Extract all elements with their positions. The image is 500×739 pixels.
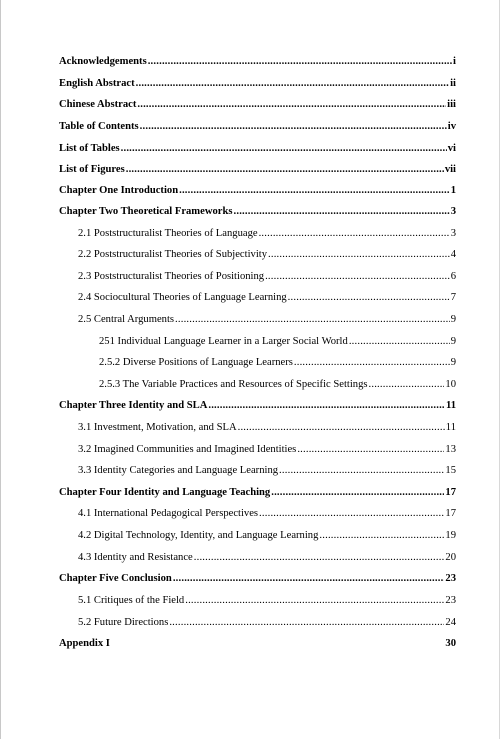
dot-leader — [271, 486, 444, 500]
toc-entry-title: 2.3 Poststructuralist Theories of Positioning — [78, 271, 265, 282]
toc-entry-2-3[interactable] — [78, 270, 456, 284]
dot-leader — [294, 356, 450, 370]
dot-leader — [238, 421, 445, 435]
toc-entry-page: 9 — [450, 357, 456, 368]
toc-entry-page: 17 — [445, 508, 456, 519]
toc-entry-page: 11 — [445, 400, 456, 411]
toc-entry-list-of-figures[interactable] — [59, 163, 456, 177]
toc-entry-5-1[interactable] — [78, 594, 456, 608]
toc-entry-title: Chinese Abstract — [59, 99, 137, 110]
dot-leader — [194, 551, 445, 565]
toc-entry-page: i — [453, 56, 456, 67]
toc-entry-page: iii — [447, 99, 456, 110]
toc-entry-title: 2.5.3 The Variable Practices and Resources of Specific Settings — [99, 379, 368, 390]
toc-entry-2-2[interactable] — [78, 248, 456, 262]
toc-entry-title: 2.2 Poststructuralist Theories of Subjectivity — [78, 249, 268, 260]
toc-entry-title: Chapter One Introduction — [59, 185, 179, 196]
dot-leader — [140, 120, 447, 134]
toc-entry-title: 2.1 Poststructuralist Theories of Language — [78, 228, 258, 239]
toc-entry-2-1[interactable] — [78, 227, 456, 241]
toc-entry-5-2[interactable] — [78, 616, 456, 630]
toc-entry-page: 3 — [450, 206, 456, 217]
toc-entry-3-1[interactable] — [78, 421, 456, 435]
toc-entry-2-5-2[interactable] — [99, 356, 456, 370]
dot-leader — [297, 443, 444, 457]
toc-entry-title: List of Figures — [59, 164, 125, 175]
toc-entry-title: 5.2 Future Directions — [78, 617, 169, 628]
toc-entry-title: 5.1 Critiques of the Field — [78, 595, 185, 606]
toc-entry-list-of-tables[interactable] — [59, 142, 456, 156]
dot-leader — [234, 205, 450, 219]
toc-entry-4-1[interactable] — [78, 507, 456, 521]
toc-entry-title: Chapter Three Identity and SLA — [59, 400, 208, 411]
dot-leader — [268, 248, 450, 262]
dot-leader — [259, 227, 450, 241]
toc-entry-page: vi — [447, 143, 456, 154]
toc-entry-title: 3.1 Investment, Motivation, and SLA — [78, 422, 237, 433]
dot-leader — [169, 616, 444, 630]
toc-entry-chinese-abstract[interactable] — [59, 98, 456, 112]
toc-entry-title: 2.5.2 Diverse Positions of Language Learners — [99, 357, 293, 368]
dot-leader — [185, 594, 444, 608]
toc-entry-title: List of Tables — [59, 143, 120, 154]
toc-entry-title: Acknowledgements — [59, 56, 147, 67]
toc-entry-3-3[interactable] — [78, 464, 456, 478]
dot-leader — [121, 142, 447, 156]
toc-entry-page: 11 — [445, 422, 456, 433]
toc-entry-title: Table of Contents — [59, 121, 139, 132]
toc-entry-2-5[interactable] — [78, 313, 456, 327]
dot-leader — [137, 98, 446, 112]
toc-entry-title: Appendix I — [59, 638, 110, 649]
toc-entry-title: Chapter Five Conclusion — [59, 573, 172, 584]
toc-entry-page: 9 — [450, 336, 456, 347]
toc-entry-page: 6 — [450, 271, 456, 282]
toc-entry-english-abstract[interactable] — [59, 77, 456, 91]
dot-leader — [208, 399, 445, 413]
toc-entry-chapter-one[interactable] — [59, 184, 456, 198]
toc-entry-chapter-two[interactable] — [59, 205, 456, 219]
toc-entry-title: 2.5 Central Arguments — [78, 314, 175, 325]
dot-leader — [288, 291, 450, 305]
toc-entry-page: 3 — [450, 228, 456, 239]
toc-entry-page: iv — [447, 121, 456, 132]
toc-entry-page: 1 — [450, 185, 456, 196]
toc-entry-page: vii — [444, 164, 456, 175]
toc-entry-page: 17 — [445, 487, 456, 498]
toc-entry-2-4[interactable] — [78, 291, 456, 305]
toc-entry-chapter-five[interactable] — [59, 572, 456, 586]
toc-entry-appendix-i[interactable] — [59, 637, 456, 651]
toc-entry-title: English Abstract — [59, 78, 135, 89]
dot-leader — [179, 184, 450, 198]
toc-entry-chapter-three[interactable] — [59, 399, 456, 413]
toc-entry-title: Chapter Four Identity and Language Teaching — [59, 487, 271, 498]
dot-leader — [349, 335, 450, 349]
toc-entry-title: 4.2 Digital Technology, Identity, and Language Learning — [78, 530, 319, 541]
toc-entry-2-5-3[interactable] — [99, 378, 456, 392]
toc-entry-page: 4 — [450, 249, 456, 260]
toc-entry-3-2[interactable] — [78, 443, 456, 457]
toc-entry-page: 9 — [450, 314, 456, 325]
toc-entry-page: 30 — [445, 638, 456, 649]
dot-leader — [259, 507, 444, 521]
toc-entry-page: 13 — [445, 444, 456, 455]
dot-leader — [369, 378, 445, 392]
toc-entry-table-of-contents[interactable] — [59, 120, 456, 134]
toc-entry-page: 7 — [450, 292, 456, 303]
toc-entry-page: 24 — [445, 617, 456, 628]
toc-entry-page: 19 — [445, 530, 456, 541]
toc-entry-4-3[interactable] — [78, 551, 456, 565]
toc-entry-title: 4.1 International Pedagogical Perspectives — [78, 508, 259, 519]
toc-entry-page: 23 — [445, 595, 456, 606]
dot-leader — [126, 163, 444, 177]
toc-entry-title: 4.3 Identity and Resistance — [78, 552, 193, 563]
toc-entry-title: 251 Individual Language Learner in a Larger Social World — [99, 336, 348, 347]
toc-entry-chapter-four[interactable] — [59, 486, 456, 500]
toc-entry-title: 3.3 Identity Categories and Language Learning — [78, 465, 279, 476]
toc-entry-2-5-1[interactable] — [99, 335, 456, 349]
toc-entry-title: 3.2 Imagined Communities and Imagined Identities — [78, 444, 297, 455]
dot-leader — [319, 529, 444, 543]
toc-entry-page: ii — [450, 78, 456, 89]
toc-entry-page: 20 — [445, 552, 456, 563]
dot-leader — [279, 464, 444, 478]
toc-entry-page: 10 — [445, 379, 456, 390]
dot-leader — [173, 572, 445, 586]
toc-entry-title: Chapter Two Theoretical Frameworks — [59, 206, 233, 217]
toc-entry-4-2[interactable] — [78, 529, 456, 543]
dot-leader — [148, 55, 452, 69]
dot-leader — [136, 77, 449, 91]
dot-leader — [265, 270, 450, 284]
dot-leader — [175, 313, 450, 327]
toc-entry-page: 23 — [445, 573, 456, 584]
toc-entry-acknowledgements[interactable] — [59, 55, 456, 69]
toc-entry-title: 2.4 Sociocultural Theories of Language Learning — [78, 292, 287, 303]
toc-entry-page: 15 — [445, 465, 456, 476]
